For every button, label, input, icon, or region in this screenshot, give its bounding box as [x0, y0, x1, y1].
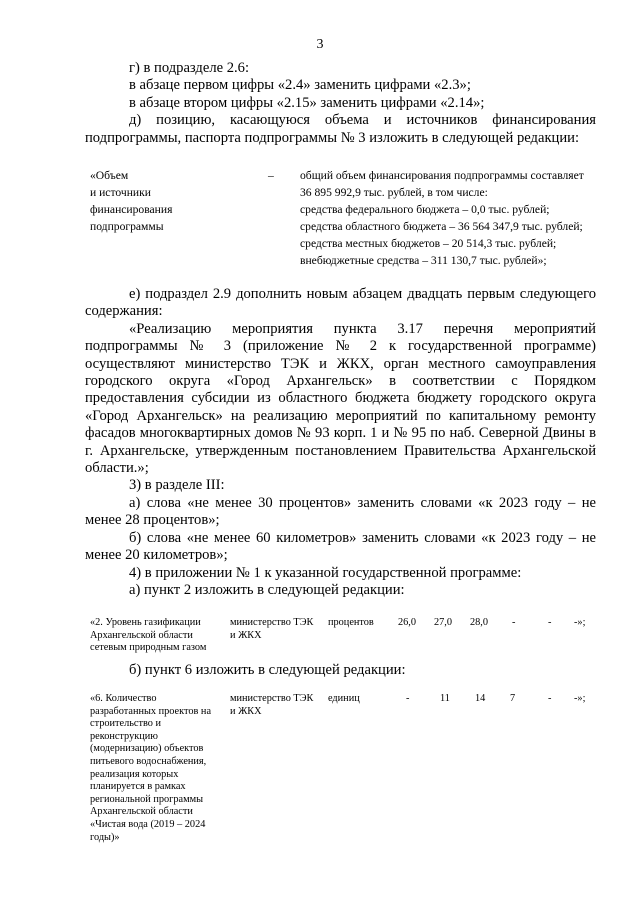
financing-line: внебюджетные средства – 311 130,7 тыс. рублей»; — [300, 254, 547, 267]
paragraph: б) слова «не менее 60 километров» заменить словами «к 2023 году – не менее 20 километров»; — [85, 529, 596, 564]
page-number: 3 — [316, 37, 324, 52]
value-cell: - — [548, 617, 552, 628]
value-cell: - — [548, 693, 552, 704]
paragraph: в абзаце первом цифры «2.4» заменить цифрами «2.3»; — [129, 77, 471, 94]
paragraph: б) пункт 6 изложить в следующей редакции: — [129, 662, 406, 678]
value-cell: 11 — [440, 693, 450, 704]
paragraph: 4) в приложении № 1 к указанной государственной программе: — [129, 564, 522, 581]
paragraph: 3) в разделе III: — [129, 477, 225, 494]
paragraph: д) позицию, касающуюся объема и источников финансирования подпрограммы, паспорта подпрограммы № 3 изложить в следующей редакции: — [85, 112, 596, 146]
financing-label: «Объем и источники финансирования подпрограммы — [90, 169, 173, 233]
paragraph: а) слова «не менее 30 процентов» заменить словами «к 2023 году – не менее 28 процентов»; — [85, 494, 596, 529]
financing-dash: – — [268, 169, 274, 182]
middle-paragraphs — [85, 286, 596, 599]
second-heading — [85, 662, 596, 679]
value-cell: 14 — [475, 693, 486, 704]
paragraph: а) пункт 2 изложить в следующей редакции: — [129, 581, 405, 598]
value-cell: - — [406, 693, 410, 704]
financing-line: средства федерального бюджета – 0,0 тыс. рублей; — [300, 203, 550, 216]
top-paragraphs — [85, 60, 596, 147]
indicator-cell: «6. Количество разработанных проектов на строительство и реконструкцию (модернизацию) объектов питьевого водоснабжения, реализация которых планируется в рамках региональной программы Архангельской области «Чистая вода (2019 – 2024 годы)» — [90, 693, 212, 843]
paragraph: «Реализацию мероприятия пункта 3.17 перечня мероприятий подпрограммы № 3 (приложение № 2 к государственной программе) осуществляют министерство ТЭК и ЖКХ, орган местного самоуправления городского округа «Город Архангельск» в соответствии с Порядком предоставления субсидии из областного бюджета бюджету городского округа «Город Архангельск» на реализацию мероприятий по капитальному ремонту фасадов многоквартирных домов № 93 корп. 1 и № 95 по наб. Северной Двины в г. Архангельске, утвержденным постановлением Правительства Архангельской области.»; — [85, 320, 596, 477]
value-cell: 26,0 — [398, 617, 417, 628]
value-cell: 28,0 — [470, 617, 489, 628]
indicator-cell: «2. Уровень газификации Архангельской области сетевым природным газом — [90, 617, 207, 654]
paragraph: г) в подразделе 2.6: — [129, 60, 250, 76]
executor-cell: министерство ТЭК и ЖКХ — [230, 617, 314, 641]
executor-cell: министерство ТЭК и ЖКХ — [230, 693, 314, 717]
financing-line: средства местных бюджетов – 20 514,3 тыс. рублей; — [300, 237, 557, 250]
value-cell: -»; — [574, 693, 586, 704]
value-cell: - — [512, 617, 516, 628]
value-cell: 27,0 — [434, 617, 453, 628]
unit-cell: единиц — [328, 693, 360, 704]
paragraph: е) подраздел 2.9 дополнить новым абзацем двадцать первым следующего содержания: — [85, 286, 596, 320]
unit-cell: процентов — [328, 617, 374, 628]
paragraph: в абзаце втором цифры «2.15» заменить цифрами «2.14»; — [129, 94, 485, 111]
financing-lines — [300, 167, 600, 269]
financing-line: общий объем финансирования подпрограммы составляет — [300, 169, 584, 182]
value-cell: 7 — [510, 693, 516, 704]
value-cell: -»; — [574, 617, 586, 628]
financing-line: 36 895 992,9 тыс. рублей, в том числе: — [300, 186, 488, 199]
financing-line: средства областного бюджета – 36 564 347,9 тыс. рублей; — [300, 220, 583, 233]
